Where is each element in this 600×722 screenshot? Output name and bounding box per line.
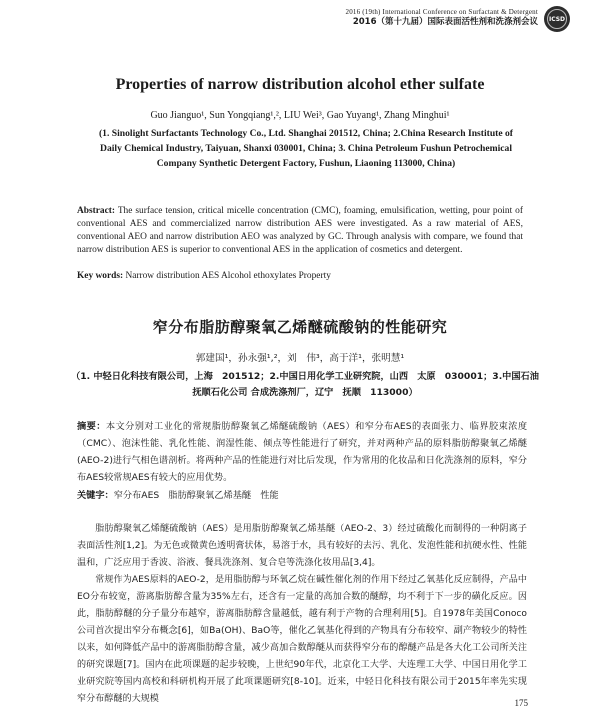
authors-cn: 郭建国¹，孙永强¹,²，刘 伟³，高于洋¹，张明慧¹ (195, 353, 405, 364)
body-paragraph-1: 脂肪醇聚氧乙烯醚硫酸钠（AES）是用脂肪醇聚氧乙烯基醚（AEO-2、3）经过硫酸化而制得的一种阴离子表面活性剂[1,2]。为无色或微黄色透明膏状体，易溶于水，具有较好的去污、乳化、发泡性能和抗硬水性、性能温和，广泛应用于香波、浴液、餐具洗涤剂、复合皂等洗涤化妆用品[3,4]。 (77, 524, 527, 568)
affiliations-en: (1. Sinolight Surfactants Technology Co., Ltd. Shanghai 201512, China; 2.China Research Institute of Daily Chemical Industry, Taiyuan, Shanxi 030001, China; 3. China Petroleum Fushun Petrochemical Company Synthetic Detergent Factory, Fushun, Liaoning 113000, China) (98, 128, 513, 169)
body-paragraph-2: 常规作为AES原料的AEO-2，是用脂肪醇与环氧乙烷在碱性催化剂的作用下经过乙氧基化反应制得，产品中EO分布较宽，游离脂肪醇含量为35%左右，还含有一定量的高加合数的醚醇，均不利于下一步的磺化反应。因此，脂肪醇醚的分子量分布越窄，游离脂肪醇含量越低，越有利于产物的合理利用[5]。自1978年美国Conoco公司首次提出窄分布概念[6]，如Ba(OH)、BaO等，催化乙氧基化得到的产物具有分布较窄、副产物较少的特性以来，如何降低产品中的游离脂肪醇含量，减少高加合数醇醚从而获得窄分布的醇醚产品是各大化工公司所关注的研究课题[7]。国内在此项课题的起步较晚，上世纪90年代，北京化工大学、大连理工大学、中国日用化学工业研究院等国内高校和科研机构开展了此项课题研究[8-10]。近来，中轻日化科技有限公司于2015年率先实现窄分布醇醚的大规模 (77, 575, 527, 704)
abstract-en (77, 205, 523, 257)
keywords-cn-text: 窄分布AES 脂肪醇聚氧乙烯基醚 性能 (113, 490, 279, 501)
abstract-cn-label: 摘要： (77, 421, 106, 432)
icsd-logo (544, 6, 570, 32)
body-text (77, 521, 527, 708)
abstract-en-label: Abstract: (77, 206, 116, 216)
affiliations-cn: （1. 中轻日化科技有限公司，上海 201512；2.中国日用化学工业研究院，山西 太原 030001；3.中国石油抚顺石化公司 合成洗涤剂厂，辽宁 抚顺 113000） (71, 371, 539, 398)
conference-name-en: 2016 (19th) International Conference on Surfactant & Detergent (345, 8, 538, 16)
keywords-en (77, 270, 523, 283)
title-cn: 窄分布脂肪醇聚氧乙烯醚硫酸钠的性能研究 (152, 318, 448, 336)
abstract-en-text: The surface tension, critical micelle concentration (CMC), foaming, emulsification, wetting, pour point of conventional AES and commercialized narrow distribution AES were investigated. As a raw material of AES, conventional AEO and narrow distribution AEO was analyzed by GC. Through analysis with compare, we found that narrow distribution AES is superior to conventional AES in the application of cosmetics and detergent. (77, 206, 523, 255)
keywords-en-text: Narrow distribution AES Alcohol ethoxylates Property (123, 271, 331, 281)
abstract-cn-text: 本文分别对工业化的常规脂肪醇聚氧乙烯醚硫酸钠（AES）和窄分布AES的表面张力、临界胶束浓度（CMC）、泡沫性能、乳化性能、润湿性能、倾点等性能进行了研究，并对两种产品的原料脂肪醇聚氧乙烯醚(AEO-2)进行气相色谱剖析。将两种产品的性能进行对比后发现，作为常用的化妆品和日化洗涤剂的原料，窄分布AES较常规AES有较大的应用优势。 (77, 421, 528, 483)
keywords-en-label: Key words: (77, 271, 124, 281)
authors-en: Guo Jianguo¹, Sun Yongqiang¹,², LIU Wei³, Gao Yuyang¹, Zhang Minghui¹ (150, 110, 450, 121)
logo-text: ICSD (548, 15, 566, 23)
keywords-cn-label: 关键字： (77, 490, 114, 501)
title-en: Properties of narrow distribution alcohol ether sulfate (115, 76, 485, 93)
conference-header (238, 8, 538, 28)
keywords-cn (77, 488, 527, 503)
abstract-cn (77, 418, 527, 486)
conference-name-cn: 2016（第十九届）国际表面活性剂和洗涤剂会议 (352, 17, 538, 27)
page-number: 175 (514, 698, 528, 708)
